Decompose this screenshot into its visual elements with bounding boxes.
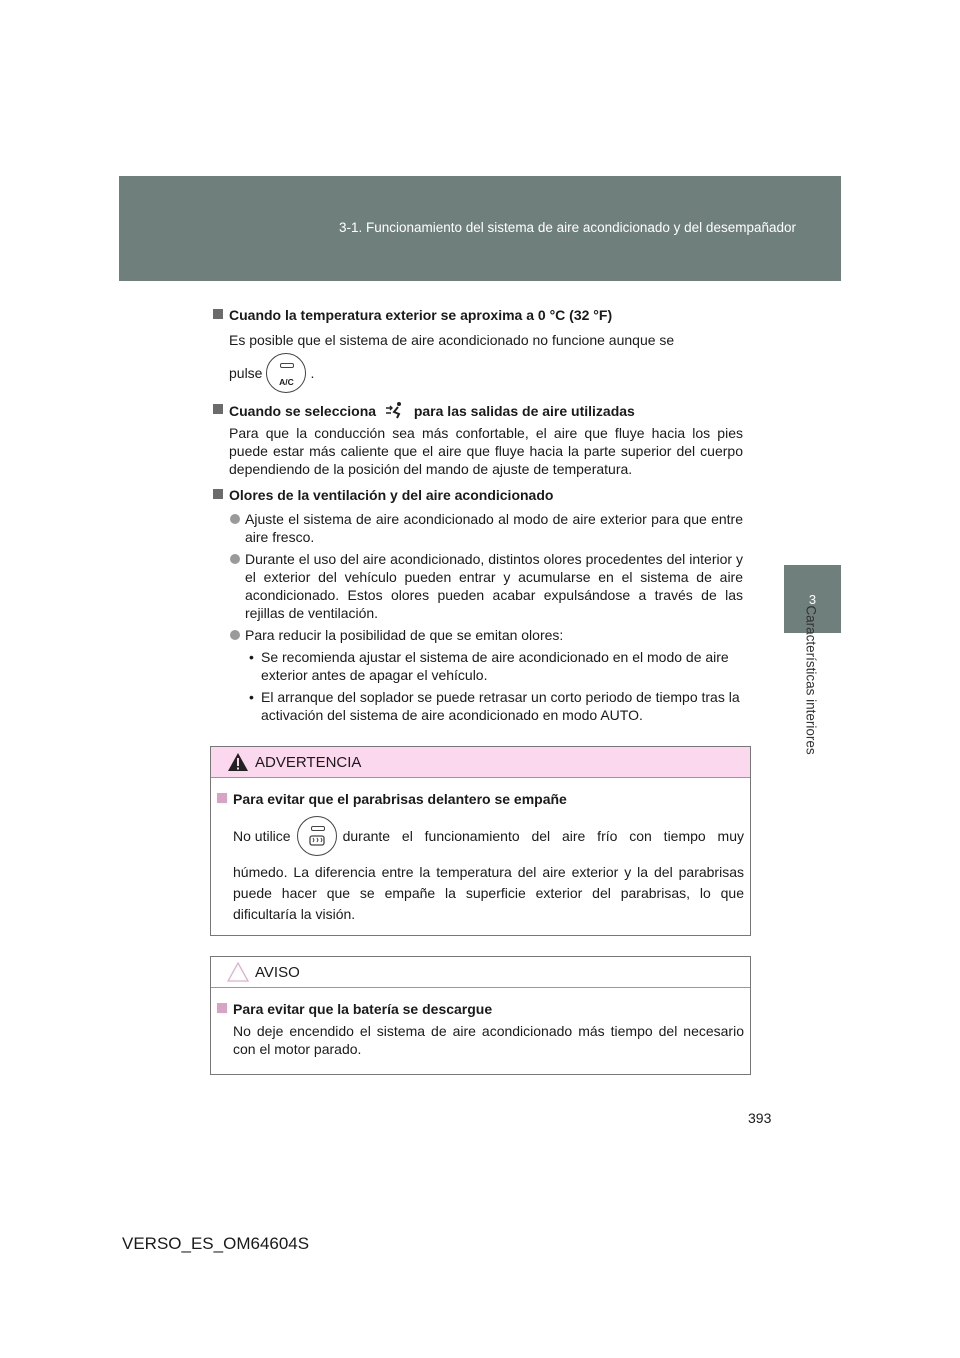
section-heading-text: Olores de la ventilación y del aire acondicionado [229, 487, 554, 503]
notice-heading: Para evitar que la batería se descargue [217, 1000, 744, 1018]
defroster-button-icon [297, 816, 337, 856]
ac-button-icon [266, 353, 306, 393]
circle-bullet-icon [230, 514, 240, 524]
notice-box [210, 956, 751, 1075]
square-bullet-icon [213, 489, 223, 499]
paragraph: Para que la conducción sea más confortable, el aire que fluye hacia los pies puede estar más caliente que el aire que fluye hacia la parte superior del cuerpo dependiendo de la posición del mando de ajuste de temperatura. [229, 425, 743, 477]
circle-bullet-icon [230, 554, 240, 564]
square-bullet-icon [213, 404, 223, 414]
section-heading [213, 306, 743, 324]
notice-header [211, 957, 750, 988]
page-number: 393 [748, 1110, 772, 1126]
list-item: Durante el uso del aire acondicionado, distintos olores procedentes del interior y el exterior del vehículo pueden entrar y acumularse en el sistema de aire acondicionado. Estos olores pueden acabar expulsándose a través de las rejillas de ventilación. [213, 550, 743, 622]
ac-button-label: A/C [279, 377, 294, 387]
paragraph: No deje encendido el sistema de aire acondicionado más tiempo del necesario con el motor parado. [233, 1023, 744, 1057]
chapter-label: Características interiores [803, 605, 819, 755]
paragraph-text: pulse [229, 365, 263, 381]
paragraph-with-icon [213, 353, 743, 393]
foot-face-airflow-icon [384, 401, 406, 419]
square-bullet-icon [217, 793, 227, 803]
paragraph: Es posible que el sistema de aire acondicionado no funcione aunque se [229, 332, 675, 348]
notice-title: AVISO [255, 964, 300, 981]
section-heading [213, 486, 743, 504]
warning-body [211, 778, 750, 925]
section-heading-text: Cuando la temperatura exterior se aproxima a 0 °C (32 °F) [229, 307, 613, 323]
paragraph-with-icon: No utilice durante el funcionamiento del aire frío con tiempo muy [217, 816, 744, 856]
warning-triangle-icon [227, 752, 249, 772]
sub-list-item: • El arranque del soplador se puede retrasar un corto periodo de tiempo tras la activación del sistema de aire acondicionado en modo AUTO. [249, 689, 740, 723]
chapter-header [119, 176, 841, 281]
footer-code: VERSO_ES_OM64604S [122, 1234, 310, 1253]
square-bullet-icon [213, 309, 223, 319]
list-item: Para reducir la posibilidad de que se emitan olores: [213, 626, 743, 644]
chapter-number: 3 [808, 592, 817, 607]
sub-list-item: • Se recomienda ajustar el sistema de aire acondicionado en el modo de aire exterior antes de apagar el vehículo. [249, 649, 729, 683]
warning-box [210, 746, 751, 936]
circle-bullet-icon [230, 630, 240, 640]
warning-title: ADVERTENCIA [255, 754, 362, 771]
warning-triangle-icon [227, 962, 249, 982]
section-heading-text: para las salidas de aire utilizadas [413, 403, 635, 419]
list-item: Ajuste el sistema de aire acondicionado al modo de aire exterior para que entre aire fresco. [213, 510, 743, 546]
paragraph: húmedo. La diferencia entre la temperatura del aire exterior y la del parabrisas puede hacer que se empañe la superficie exterior del parabrisas, lo que dificultaría la visión. [233, 864, 744, 922]
paragraph-text: . [310, 365, 315, 381]
square-bullet-icon [217, 1003, 227, 1013]
section-heading [213, 401, 743, 420]
main-content [213, 306, 743, 724]
warning-heading: Para evitar que el parabrisas delantero se empañe [217, 790, 744, 808]
header-title: 3-1. Funcionamiento del sistema de aire acondicionado y del desempañador [338, 220, 796, 235]
section-heading-text: Cuando se selecciona [229, 403, 377, 419]
warning-header [211, 747, 750, 778]
notice-body [211, 988, 750, 1058]
